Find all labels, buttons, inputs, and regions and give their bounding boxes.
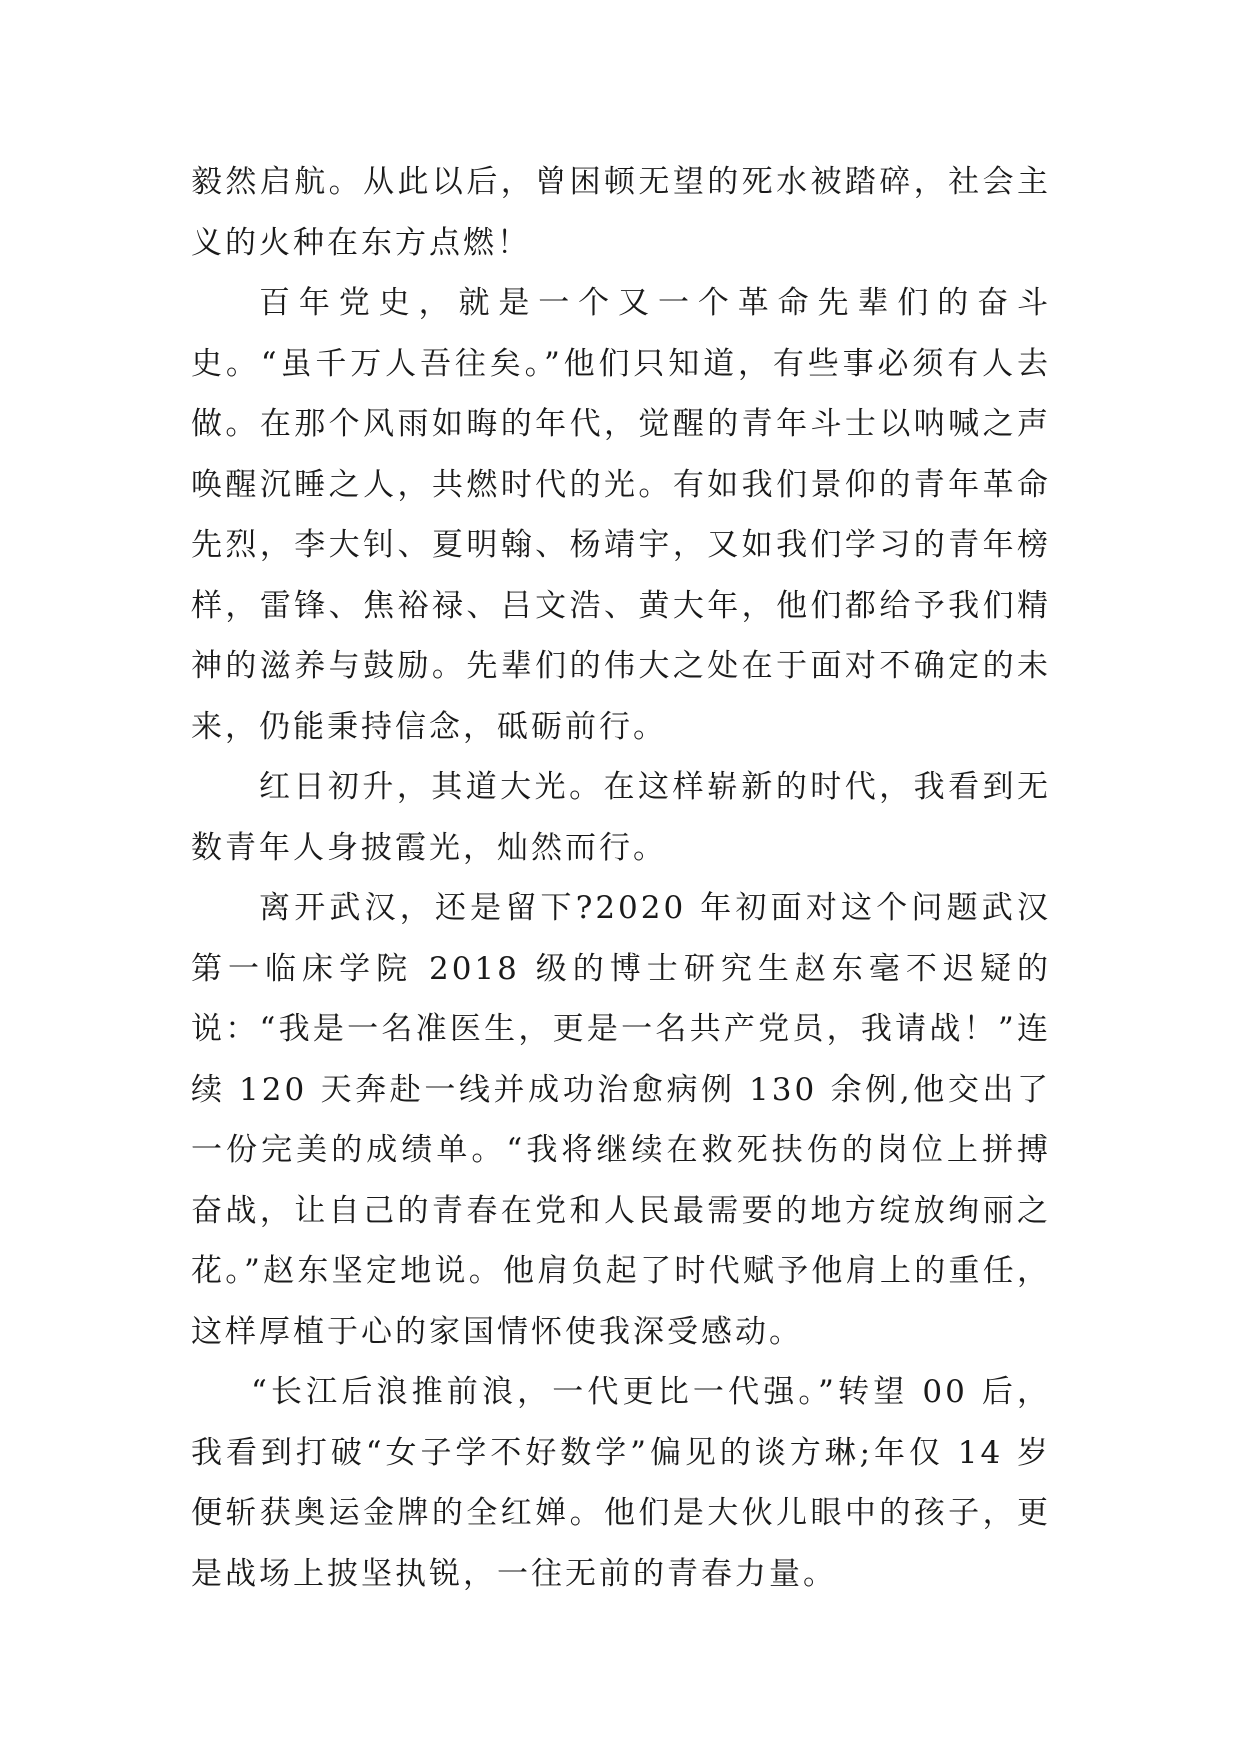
paragraph-4: 离开武汉，还是留下?2020 年初面对这个问题武汉第一临床学院 2018 级的博士研究生赵东毫不迟疑的说：“我是一名准医生，更是一名共产党员，我请战！”连续 120 天奔赴一线并成功治愈病例 130 余例,他交出了一份完美的成绩单。“我将继续在救死扶伤的岗位上拼搏奋战，让自己的青春在党和人民最需要的地方绽放绚丽之花。”赵东坚定地说。他肩负起了时代赋予他肩上的重任，这样厚植于心的家国情怀使我深受感动。 (191, 890, 1051, 1350)
paragraph-3: 红日初升，其道大光。在这样崭新的时代，我看到无数青年人身披霞光，灿然而行。 (191, 769, 1051, 866)
paragraph-5: “长江后浪推前浪，一代更比一代强。”转望 00 后，我看到打破“女子学不好数学”偏见的谈方琳;年仅 14 岁便斩获奥运金牌的全红婵。他们是大伙儿眼中的孩子，更是战场上披坚执锐，一往无前的青春力量。 (191, 1374, 1051, 1592)
paragraph-2: 百年党史，就是一个又一个革命先辈们的奋斗史。“虽千万人吾往矣。”他们只知道，有些事必须有人去做。在那个风雨如晦的年代，觉醒的青年斗士以呐喊之声唤醒沉睡之人，共燃时代的光。有如我们景仰的青年革命先烈，李大钊、夏明翰、杨靖宇，又如我们学习的青年榜样，雷锋、焦裕禄、吕文浩、黄大年，他们都给予我们精神的滋养与鼓励。先辈们的伟大之处在于面对不确定的未来，仍能秉持信念，砥砺前行。 (191, 285, 1051, 745)
document-body (191, 152, 1051, 1604)
paragraph-1: 毅然启航。从此以后，曾困顿无望的死水被踏碎，社会主义的火种在东方点燃！ (191, 164, 1051, 261)
